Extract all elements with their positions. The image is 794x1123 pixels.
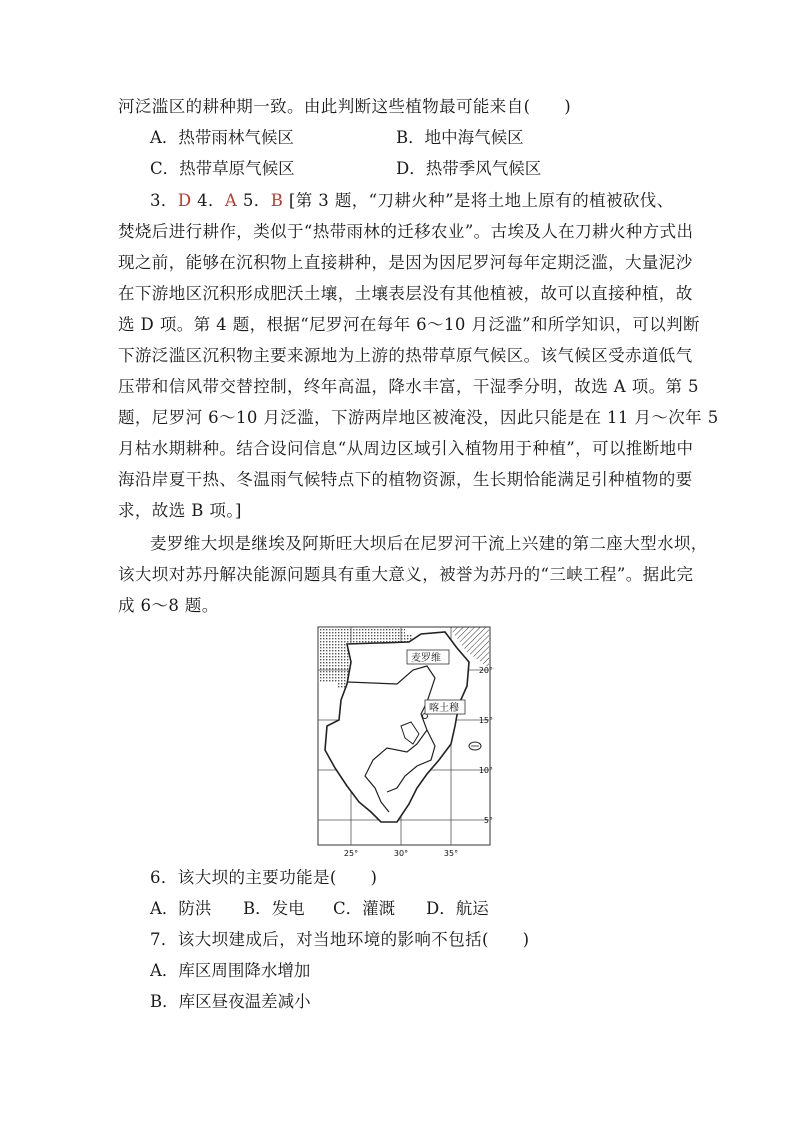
q2-stem-tail: 河泛滥区的耕种期一致。由此判断这些植物最可能来自( ) (118, 97, 572, 116)
q6-option-a: A．防洪 (150, 899, 212, 918)
explanation-line: 海沿岸夏干热、冬温雨气候特点下的植物资源，生长期恰能满足引种植物的要 (118, 470, 693, 489)
q6-stem: 6．该大坝的主要功能是( ) (150, 868, 378, 887)
explanation-line: 月枯水期耕种。结合设问信息“从周边区域引入植物用于种植”，可以推断地中 (118, 439, 694, 458)
q4-number: 4． (197, 191, 225, 210)
explanation-line: 求，故选 B 项。] (118, 501, 242, 520)
q7-stem: 7．该大坝建成后，对当地环境的影响不包括( ) (150, 930, 530, 949)
lon-label: 30° (393, 849, 409, 858)
explanation-line: 题，尼罗河 6～10 月泛滥，下游两岸地区被淹没，因此只能是在 11 月～次年 5 (118, 408, 719, 427)
q3-number: 3． (150, 191, 178, 210)
lat-label: 10° (478, 766, 493, 775)
lat-label: 20° (478, 666, 493, 675)
q3-answer: D (177, 191, 192, 210)
q2-option-a: A．热带雨林气候区 (150, 128, 294, 147)
answer-line (150, 190, 678, 212)
lat-label: 5° (483, 816, 493, 825)
explanation-line: 压带和信风带交替控制，终年高温，降水丰富，干湿季分明，故选 A 项。第 5 (118, 377, 699, 396)
city-label: 喀土穆 (429, 703, 459, 714)
q6-option-c: C．灌溉 (333, 899, 396, 918)
q2-option-d: D．热带季风气候区 (396, 159, 542, 178)
q5-number: 5． (242, 191, 271, 210)
lon-label: 35° (443, 849, 459, 858)
lat-label: 15° (478, 716, 493, 725)
passage-line: 麦罗维大坝是继埃及阿斯旺大坝后在尼罗河干流上兴建的第二座大型水坝， (150, 534, 708, 553)
q4-answer: A (224, 191, 238, 210)
explanation-line: 现之前，能够在沉积物上直接耕种，是因为因尼罗河每年定期泛滥，大量泥沙 (118, 253, 693, 272)
q7-option-a: A．库区周围降水增加 (150, 961, 311, 980)
q6-option-d: D．航运 (426, 899, 489, 918)
q5-answer: B (270, 191, 284, 210)
q2-option-b: B．地中海气候区 (396, 128, 524, 147)
q6-option-b: B．发电 (243, 899, 305, 918)
explanation-line: 焚烧后进行耕作，类似于“热带雨林的迁移农业”。古埃及人在刀耕火种方式出 (118, 222, 694, 241)
lon-label: 25° (343, 849, 359, 858)
explanation-line: 选 D 项。第 4 题，根据“尼罗河在每年 6～10 月泛滥”和所学知识，可以判断 (118, 315, 700, 334)
q7-option-b: B．库区昼夜温差减小 (150, 992, 311, 1011)
explanation-line: 下游泛滥区沉积物主要来源地为上游的热带草原气候区。该气候区受赤道低气 (118, 346, 693, 365)
explanation-line: [第 3 题，“刀耕火种”是将土地上原有的植被砍伐、 (288, 191, 674, 210)
dam-label: 麦罗维 (411, 653, 441, 664)
passage-line: 成 6～8 题。 (118, 596, 219, 615)
explanation-line: 在下游地区沉积形成肥沃土壤，土壤表层没有其他植被，故可以直接种植，故 (118, 284, 693, 303)
q2-option-c: C．热带草原气候区 (150, 159, 295, 178)
passage-line: 该大坝对苏丹解决能源问题具有重大意义，被誉为苏丹的“三峡工程”。据此完 (118, 565, 694, 584)
sudan-map (317, 626, 495, 858)
